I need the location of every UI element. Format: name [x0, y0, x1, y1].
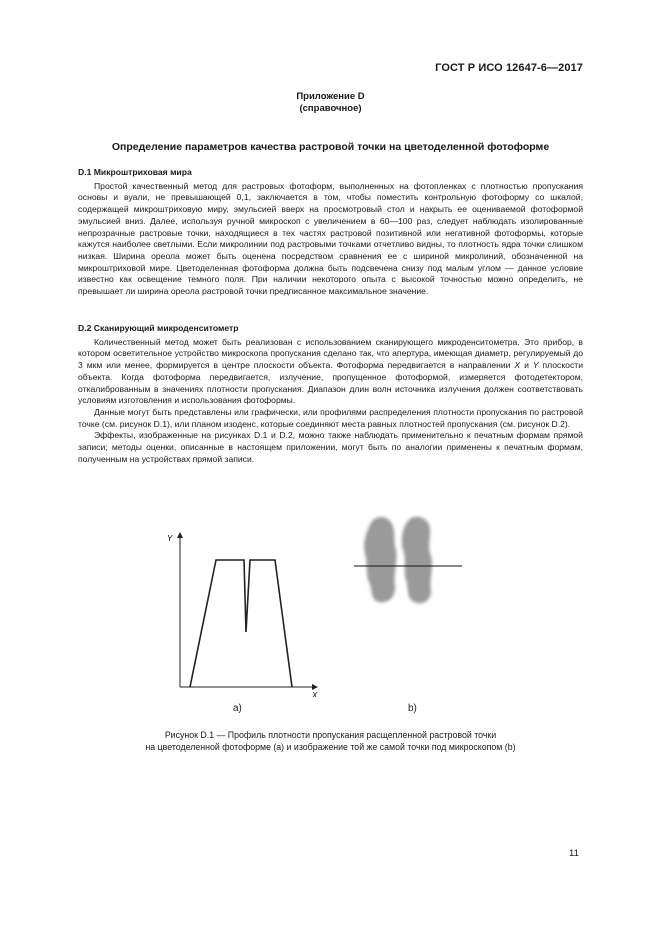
appendix-heading [0, 91, 661, 115]
standard-number: ГОСТ Р ИСО 12647-6—2017 [435, 62, 583, 74]
caption-line-1: Рисунок D.1 — Профиль плотности пропускания расщепленной растровой точки [164, 730, 497, 740]
x-axis-label: X [312, 691, 318, 697]
d2-p1-start: Количественный метод может быть реализован с использованием сканирующего микроденситометра. Это прибор, в котором осветительное устройство микроскопа пропускания сделано так, что апертура, имеющая диаметр, регулируемый до 3 мкм или менее, формируется в центре плоскости объекта. Фотоформа передвигается в направлении [78, 336, 583, 371]
section-d1 [78, 167, 583, 298]
caption-line-2: на цветоделенной фотоформе (а) и изображение той же самой точки под микроскопом (b) [145, 742, 516, 752]
dot-half-left [364, 517, 396, 602]
d1-paragraph: Простой качественный метод для растровых фотоформ, выполненных на фотопленках с плотностью пропускания основы и вуали, не превышающей 0,1, заключается в том, чтобы поместить контрольную фотоформу со шкалой, содержащей микроштриховую миру, эмульсией вверх на просмотровый стол и накрыть ее оцениваемой фотоформой эмульсией вниз. Далее, используя ручной микроскоп с увеличением в 60—100 раз, следует наблюдать изолированные непрозрачные растровые точки, находящиеся в тех частях растровой позитивной или негативной фотоформы, которые кажутся наиболее светлыми. Если микролинии под растровыми точками отчетливо видны, то плотность ядра точки слишком низкая. Ширина ореола может быть оценена посредством сравнения ее с шириной микролиний, обозначенной на микроштриховой мире. Цветоделенная фотоформа должна быть подсвечена снизу под малым углом — данное условие известно как освещение темного поля. При наличии некоторого опыта с высокой точностью можно определить, не превышает ли ширина ореола растровой точки предписанное максимальное значение. [78, 180, 583, 297]
figure-label-b: b) [408, 703, 417, 714]
d2-paragraph-1 [78, 337, 583, 407]
d2-p1-y: Y [532, 360, 539, 371]
d2-heading: D.2 Сканирующий микроденситометр [78, 323, 239, 333]
appendix-subtitle: (справочное) [299, 103, 362, 114]
d2-paragraph-3: Эффекты, изображенные на рисунках D.1 и D.2, можно также наблюдать применительно к печатным формам прямой записи; методы оценки, описанные в настоящем приложении, могут быть по аналогии применены к печатным формам, полученным на устройствах прямой записи. [78, 430, 583, 464]
d2-p1-end: плоскости объекта. Когда фотоформа передвигается, излучение, пропущенное фотоформой, измеряется фотодетектором, откалиброванным в значениях плотности пропускания. Диапазон длин волн источника излучения должен соответствовать условиям изготовления и использования фотоформы. [78, 360, 583, 406]
figure-label-a: а) [233, 703, 242, 714]
page-number: 11 [569, 848, 579, 859]
microscope-dot-image [345, 510, 470, 610]
section-d2 [78, 323, 583, 465]
d2-p1-and: и [520, 360, 533, 371]
density-profile-graph [160, 527, 330, 697]
density-profile-curve [190, 560, 292, 687]
appendix-title: Приложение D [296, 91, 365, 102]
dot-half-right [402, 517, 432, 604]
section-title: Определение параметров качества растровой точки на цветоделенной фотоформе [111, 141, 550, 153]
figure-caption [0, 729, 661, 753]
y-axis-label: Y [167, 534, 173, 543]
d1-heading: D.1 Микроштриховая мира [78, 167, 192, 177]
d2-paragraph-2: Данные могут быть представлены или графически, или профилями распределения плотности пропускания по растровой точке (см. рисунок D.1), или планом изоденс, которые соединяют места равных плотностей пропускания (см. рисунок D.2). [78, 406, 583, 429]
d2-p1-x: X [514, 360, 521, 371]
